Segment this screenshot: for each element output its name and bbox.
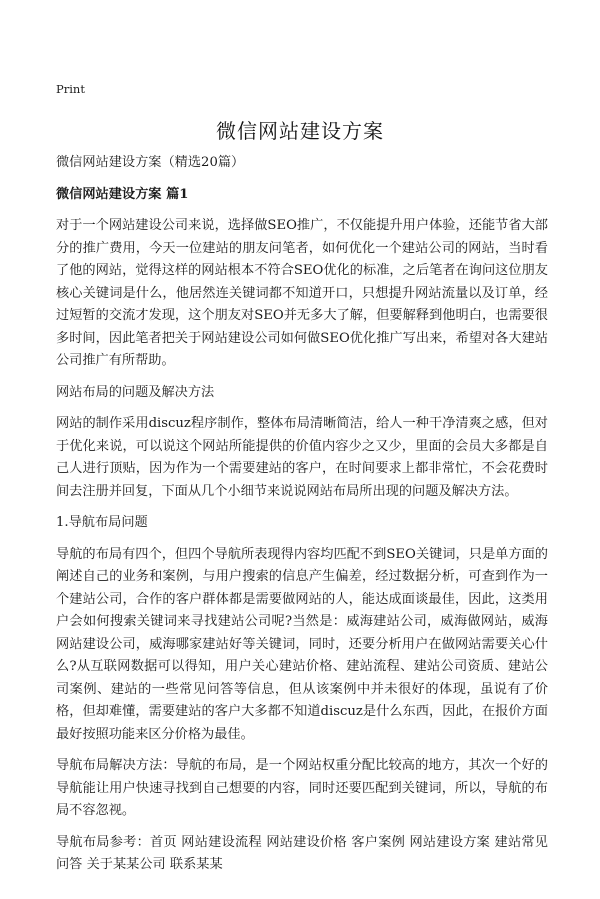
document-title: 微信网站建设方案 xyxy=(216,119,384,143)
paragraph-site-description: 网站的制作采用discuz程序制作，整体布局清晰简洁，给人一种干净清爽之感，但对于优化来说，可以说这个网站所能提供的价值内容少之又少，里面的会员大多都是自己人进行顶贴，因为作为一个需要建站的客户，在时间要求上都非常忙，不会花费时间去注册并回复，下面从几个小细节来说说网站布局所出现的问题及解决方法。 xyxy=(56,416,548,499)
section-heading: 微信网站建设方案 篇1 xyxy=(56,186,189,202)
paragraph-nav-solution: 导航布局解决方法：导航的布局，是一个网站权重分配比较高的地方，其次一个好的导航能让用户快速寻找到自己想要的内容，同时还要匹配到关键词，所以，导航的布局不容忽视。 xyxy=(56,758,548,818)
paragraph-nav-problem: 导航的布局有四个，但四个导航所表现得内容均匹配不到SEO关键词，只是单方面的阐述自己的业务和案例，与用户搜索的信息产生偏差，经过数据分析，可查到作为一个建站公司，合作的客户群体都是需要做网站的人，能达成面谈最佳，因此，这类用户会如何搜索关键词来寻找建站公司呢?当然是：威海建站公司，威海做网站，威海网站建设公司，威海哪家建站好等关键词，同时，还要分析用户在做网站需要关心什么?从互联网数据可以得知，用户关心建站价格、建站流程、建站公司资质、建站公司案例、建站的一些常见问答等信息，但从该案例中并未很好的体现，虽说有了价格，但却难懂，需要建站的客户大多都不知道discuz是什么东西，因此，在报价方面最好按照功能来区分价格为最佳。 xyxy=(56,546,548,742)
document-body xyxy=(56,152,548,886)
paragraph-intro: 对于一个网站建设公司来说，选择做SEO推广，不仅能提升用户体验，还能节省大部分的推广费用，今天一位建站的朋友问笔者，如何优化一个建站公司的网站，当时看了他的网站，觉得这样的网站根本不符合SEO优化的标准，之后笔者在询问这位朋友核心关键词是什么，他居然连关键词都不知道开口，只想提升网站流量以及订单，经过短暂的交流才发现，这个朋友对SEO并无多大了解，但要解释到他明白，也需要很多时间，因此笔者把关于网站建设公司如何做SEO优化推广写出来，希望对各大建站公司推广有所帮助。 xyxy=(56,218,548,368)
paragraph-layout-heading: 网站布局的问题及解决方法 xyxy=(56,384,215,400)
print-label: Print xyxy=(56,82,85,96)
document-subtitle: 微信网站建设方案（精选20篇） xyxy=(56,155,245,170)
paragraph-nav-reference: 导航布局参考：首页 网站建设流程 网站建设价格 客户案例 网站建设方案 建站常见问答 关于某某公司 联系某某 xyxy=(56,834,548,872)
paragraph-nav-heading: 1.导航布局问题 xyxy=(56,515,148,530)
